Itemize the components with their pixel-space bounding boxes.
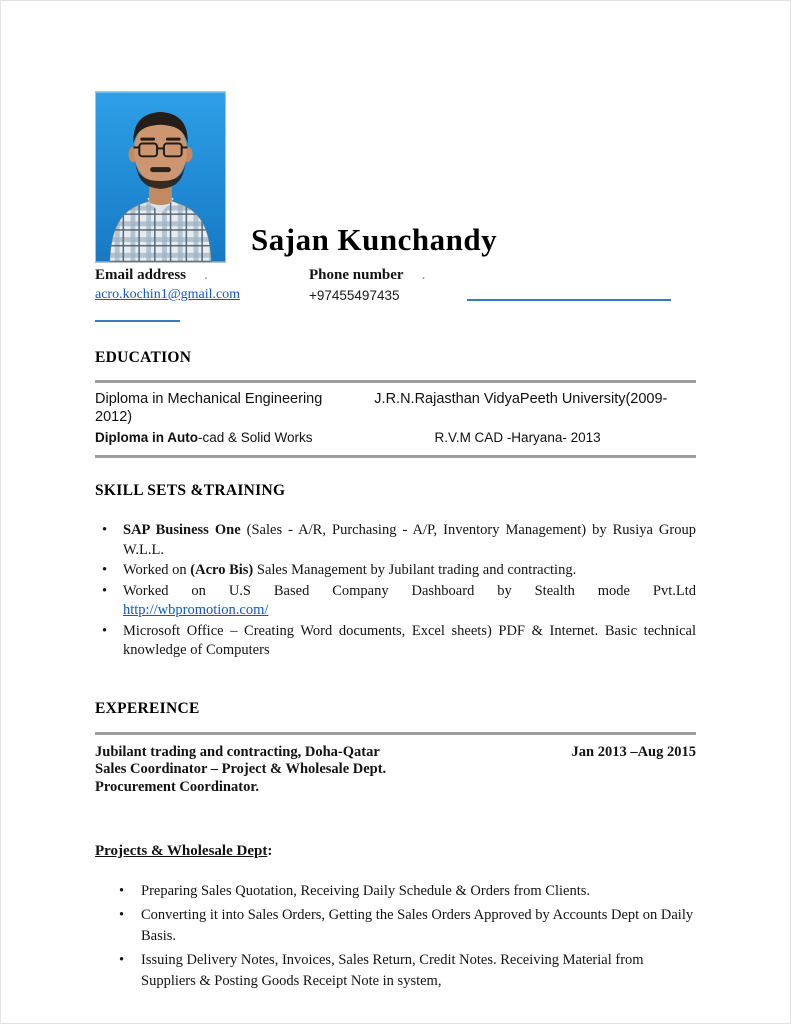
resume-content [1,1,790,992]
portrait-photo [95,91,226,263]
email-link[interactable]: acro.kochin1@gmail.com [95,287,241,302]
wbpromotion-link[interactable]: http://wbpromotion.com/ [123,602,269,618]
empty-hyperlink-underline [467,299,671,301]
contact-section [95,267,696,322]
education-heading: EDUCATION [95,349,192,366]
projects-subheading: Projects & Wholesale Dept: [95,843,273,859]
experience-item: • Issuing Delivery Notes, Invoices, Sales Return, Credit Notes. Receiving Material from Suppliers & Posting Goods Receipt Note in system, [95,950,696,992]
education-section [95,349,696,458]
portrait-photo-graphic [96,92,225,262]
education-row: Diploma in Auto-cad & Solid Works R.V.M CAD -Haryana- 2013 [95,430,601,445]
education-course: Diploma in Auto [95,430,198,445]
skill-item: • Worked on U.S Based Company Dashboard by Stealth mode Pvt.Ltd http://wbpromotion.com/ [95,582,696,621]
skill-item: • Microsoft Office – Creating Word documents, Excel sheets) PDF & Internet. Basic technical knowledge of Computers [95,622,696,661]
phone-label: Phone number . [309,267,426,283]
role-title: Sales Coordinator – Project & Wholesale Dept. [95,761,387,777]
skills-heading: SKILL SETS &TRAINING [95,482,286,499]
experience-section [95,700,696,993]
subheading-colon: : [267,843,273,859]
skills-list [95,521,696,661]
experience-item: • Preparing Sales Quotation, Receiving Daily Schedule & Orders from Clients. [95,881,696,902]
section-divider [95,455,696,458]
candidate-name: Sajan Kunchandy [251,222,498,257]
company-name: Jubilant trading and contracting, Doha-Qatar [95,743,380,760]
label-separator: . [204,267,208,283]
experience-header-row [95,744,696,762]
education-institute: R.V.M CAD -Haryana- 2013 [434,430,601,445]
experience-item: • Converting it into Sales Orders, Getting the Sales Orders Approved by Accounts Dept on Daily Basis. [95,905,696,947]
skills-section [95,482,696,661]
role-title: Procurement Coordinator. [95,778,260,795]
contact-labels-row [95,267,696,284]
empty-hyperlink-underline-short [95,320,180,322]
section-divider [95,732,696,735]
education-row [95,390,696,426]
employment-dates: Jan 2013 –Aug 2015 [571,743,696,760]
email-cell [95,287,309,303]
skill-item: • SAP Business One (Sales - A/R, Purchasing - A/P, Inventory Management) by Rusiya Group W.L.L. [95,521,696,560]
experience-duties-list [95,881,696,992]
education-course: Diploma in Mechanical Engineering [95,391,323,407]
section-divider [95,380,696,383]
contact-values-row [95,287,696,303]
education-institute: J.R.N.Rajasthan VidyaPeeth University(2009-2012) [95,391,668,425]
skill-item: • Worked on (Acro Bis) Sales Management by Jubilant trading and contracting. [95,561,696,581]
header [95,91,696,263]
label-separator: . [421,267,426,283]
email-label: Email address . [95,267,208,283]
experience-heading: EXPEREINCE [95,699,200,717]
phone-value: +97455497435 [309,288,400,303]
